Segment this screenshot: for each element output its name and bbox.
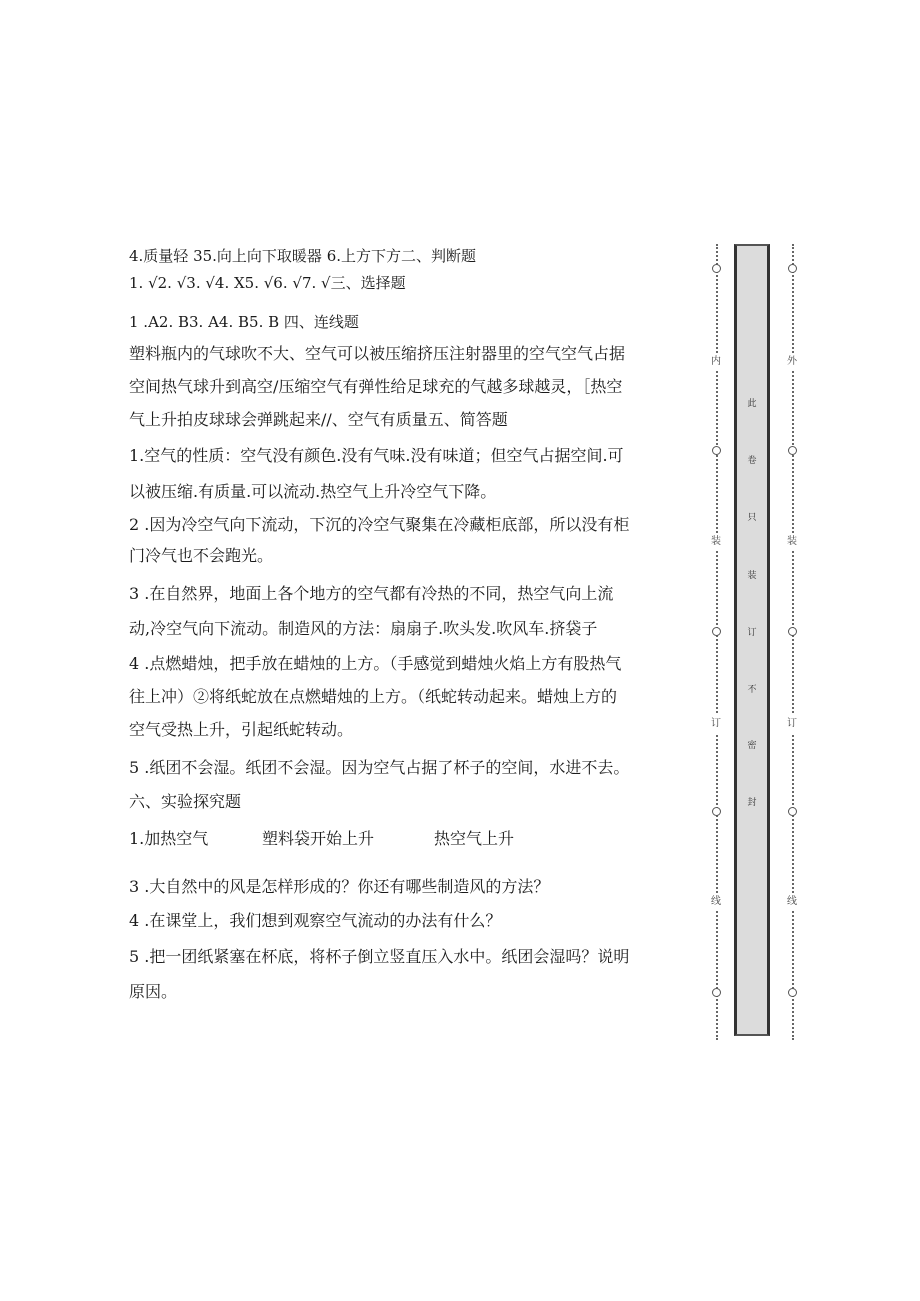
margin-label: 外: [787, 353, 797, 371]
text-line: 2 .因为冷空气向下流动，下沉的冷空气聚集在冷藏柜底部，所以没有柜: [129, 515, 630, 534]
seal-char: 只: [747, 513, 757, 523]
question-line: 原因。: [129, 982, 178, 1001]
text-line: 往上冲）②将纸蛇放在点燃蜡烛的上方。（纸蛇转动起来。蜡烛上方的: [129, 687, 618, 706]
text-line: 以被压缩.有质量.可以流动.热空气上升冷空气下降。: [129, 482, 497, 501]
text-line: 气上升拍皮球球会弹跳起来//、空气有质量五、简答题: [129, 410, 508, 429]
inner-circle: [712, 264, 721, 273]
inner-circle: [712, 988, 721, 997]
text-line: 空气受热上升，引起纸蛇转动。: [129, 720, 354, 739]
outer-circle: [788, 264, 797, 273]
seal-char: 卷: [747, 456, 757, 466]
margin-label: 装: [787, 533, 797, 551]
seal-char: 不: [747, 685, 757, 695]
margin-label: 线: [787, 893, 797, 911]
section-heading: 六、实验探究题: [129, 792, 242, 811]
text-line: 门冷气也不会跑光。: [129, 546, 274, 565]
seal-bar: [734, 244, 770, 1036]
question-line: 4 .在课堂上，我们想到观察空气流动的办法有什么？: [129, 911, 502, 930]
question-line: 5 .把一团纸紧塞在杯底，将杯子倒立竖直压入水中。纸团会湿吗？说明: [129, 947, 630, 966]
text-line: 动,冷空气向下流动。制造风的方法：扇扇子.吹头发.吹风车.挤袋子: [129, 619, 598, 638]
outer-circle: [788, 446, 797, 455]
text-line: 4.质量轻 35.向上向下取暖器 6.上方下方二、判断题: [129, 247, 477, 265]
text-line: 空间热气球升到高空/压缩空气有弹性给足球充的气越多球越灵，［热空: [129, 377, 623, 396]
text-line: 1.空气的性质：空气没有颜色.没有气味.没有味道；但空气占据空间.可: [129, 446, 624, 465]
question-line: 3 .大自然中的风是怎样形成的？你还有哪些制造风的方法？: [129, 877, 550, 896]
text-line: 3 .在自然界，地面上各个地方的空气都有冷热的不同，热空气向上流: [129, 584, 614, 603]
margin-label: 装: [711, 533, 721, 551]
experiment-cell: 热空气上升: [434, 829, 515, 848]
outer-circle: [788, 988, 797, 997]
margin-label: 内: [711, 353, 721, 371]
seal-char: 订: [747, 628, 757, 638]
inner-circle: [712, 807, 721, 816]
experiment-cell: 1.加热空气: [129, 829, 209, 848]
inner-circle: [712, 627, 721, 636]
seal-char: 装: [747, 571, 757, 581]
inner-circle: [712, 446, 721, 455]
text-line: 塑料瓶内的气球吹不大、空气可以被压缩挤压注射器里的空气空气占据: [129, 344, 626, 363]
margin-label: 订: [711, 715, 721, 733]
text-line: 5 .纸团不会湿。纸团不会湿。因为空气占据了杯子的空间，水进不去。: [129, 758, 630, 777]
outer-circle: [788, 627, 797, 636]
seal-char: 密: [747, 741, 757, 751]
outer-circle: [788, 807, 797, 816]
margin-label: 订: [787, 715, 797, 733]
text-line: 1. √2. √3. √4. X5. √6. √7. √三、选择题: [129, 274, 406, 292]
margin-label: 线: [711, 893, 721, 911]
experiment-cell: 塑料袋开始上升: [262, 829, 375, 848]
seal-char: 此: [747, 399, 757, 409]
text-line: 4 .点燃蜡烛，把手放在蜡烛的上方。（手感觉到蜡烛火焰上方有股热气: [129, 654, 622, 673]
seal-char: 封: [747, 798, 757, 808]
text-line: 1 .A2. B3. A4. B5. B 四、连线题: [129, 313, 359, 331]
